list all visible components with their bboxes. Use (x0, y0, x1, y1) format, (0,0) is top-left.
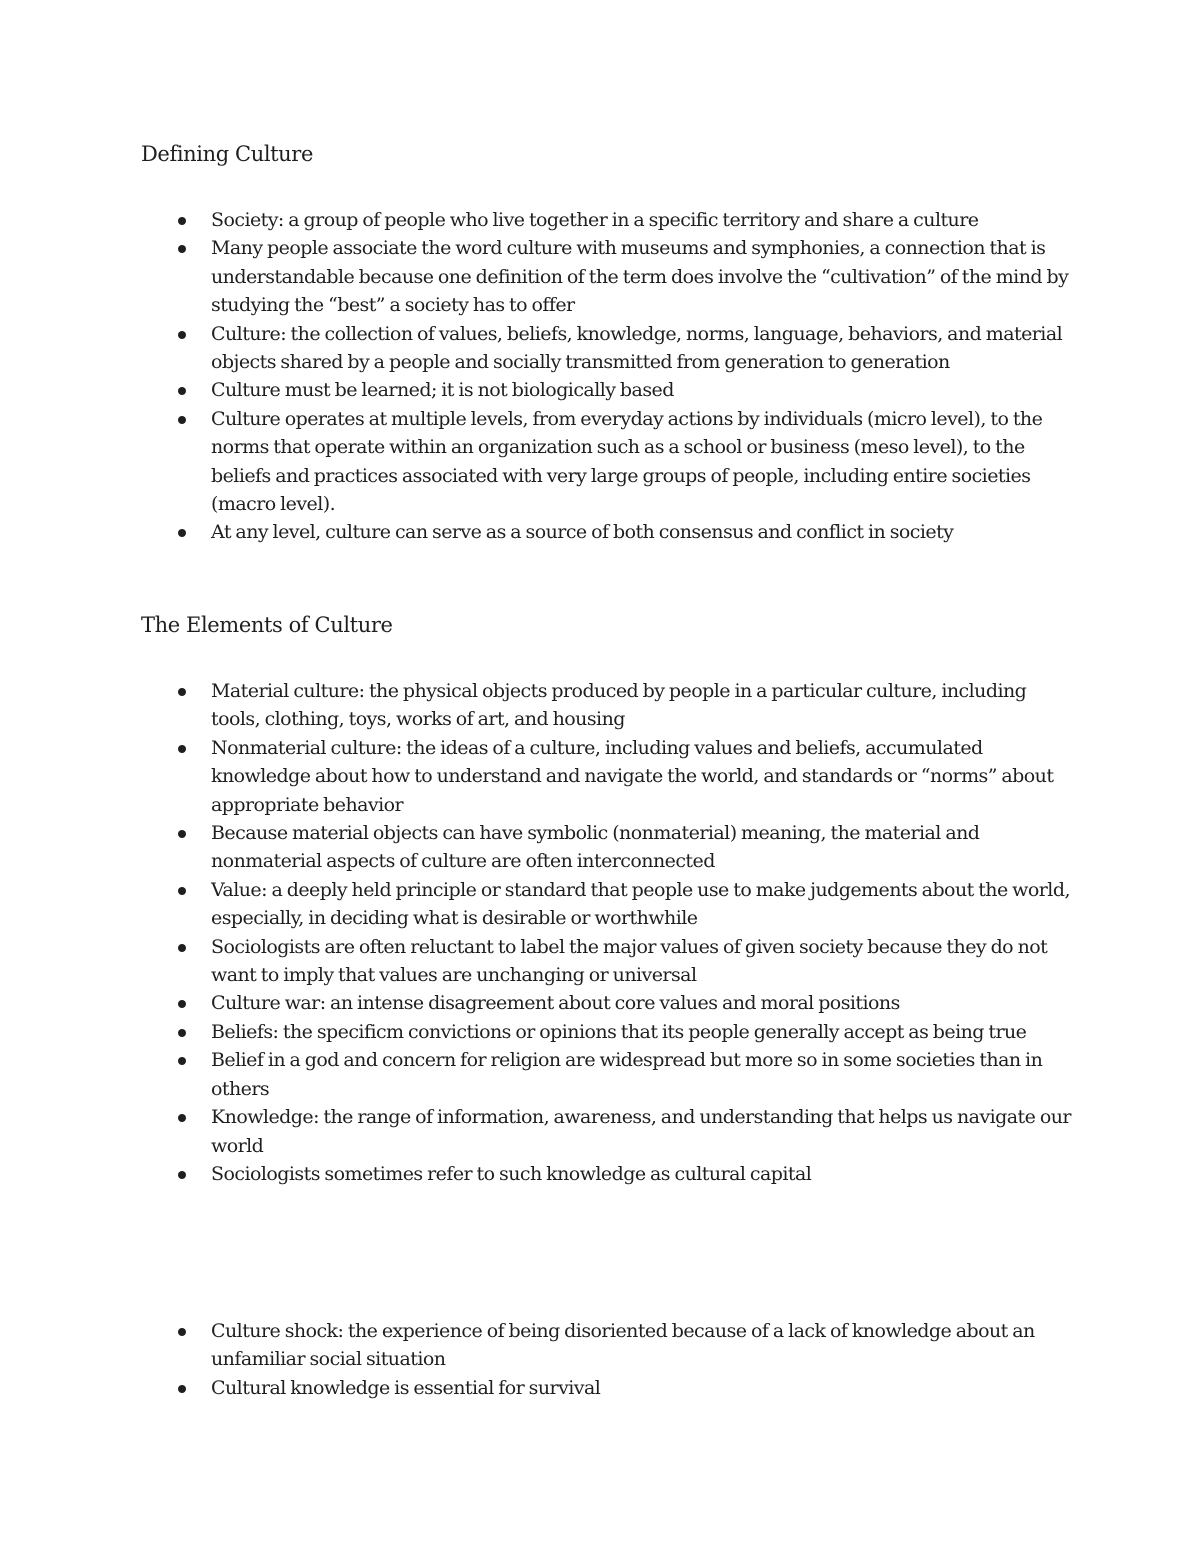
list-item (211, 1103, 1071, 1160)
list-item (211, 876, 1071, 933)
list-item-text: Beliefs: the specificm convictions or opinions that its people generally accept as being true (211, 1020, 1027, 1043)
bullet-icon (178, 331, 186, 339)
list-item (211, 989, 1071, 1017)
bullet-icon (178, 1029, 186, 1037)
section-heading-defining-culture: Defining Culture (141, 142, 313, 166)
list-item-text: At any level, culture can serve as a source of both consensus and conflict in society (211, 521, 954, 544)
list-item-text: Culture operates at multiple levels, from everyday actions by individuals (micro level), to the norms that operate within an organization such as a school or business (meso level), to the beliefs and practices associated with very large groups of people, including entire societies (macro level). (211, 407, 1043, 516)
list-item-text: Many people associate the word culture with museums and symphonies, a connection that is understandable because one definition of the term does involve the “cultivation” of the mind by studying the “best” a society has to offer (211, 237, 1069, 317)
bullet-icon (178, 830, 186, 838)
list-item (211, 1018, 1071, 1046)
list-item (211, 1374, 1071, 1402)
bullet-icon (178, 887, 186, 895)
bullet-icon (178, 245, 186, 253)
list-item (211, 819, 1071, 876)
section-heading-elements-of-culture: The Elements of Culture (141, 613, 393, 637)
bullet-list-elements-of-culture (211, 677, 1071, 1188)
list-item (211, 1317, 1071, 1374)
bullet-icon (178, 387, 186, 395)
list-item (211, 206, 1071, 234)
list-item-text: Belief in a god and concern for religion are widespread but more so in some societies than in others (211, 1049, 1043, 1100)
list-item-text: Nonmaterial culture: the ideas of a culture, including values and beliefs, accumulated knowledge about how to understand and navigate the world, and standards or “norms” about appropriate behavior (211, 736, 1054, 816)
list-item-text: Culture war: an intense disagreement about core values and moral positions (211, 992, 900, 1015)
list-item (211, 933, 1071, 990)
bullet-icon (178, 529, 186, 537)
list-item-text: Cultural knowledge is essential for survival (211, 1376, 601, 1399)
bullet-icon (178, 416, 186, 424)
list-item-text: Sociologists sometimes refer to such knowledge as cultural capital (211, 1162, 812, 1185)
list-item (211, 677, 1071, 734)
bullet-list-defining-culture (211, 206, 1071, 547)
list-item (211, 376, 1071, 404)
list-item-text: Culture: the collection of values, beliefs, knowledge, norms, language, behaviors, and material objects shared by a people and socially transmitted from generation to generation (211, 322, 1063, 374)
list-item (211, 1160, 1071, 1188)
list-item (211, 734, 1071, 819)
bullet-icon (178, 688, 186, 696)
list-item-text: Culture shock: the experience of being disoriented because of a lack of knowledge about an unfamiliar social situation (211, 1320, 1035, 1371)
bullet-icon (178, 1385, 186, 1393)
list-item-text: Culture must be learned; it is not biologically based (211, 379, 674, 402)
list-item (211, 234, 1071, 319)
list-item-text: Knowledge: the range of information, awareness, and understanding that helps us navigate our world (211, 1106, 1071, 1157)
bullet-icon (178, 1057, 186, 1065)
list-item (211, 518, 1071, 546)
list-item-text: Society: a group of people who live together in a specific territory and share a culture (211, 209, 979, 231)
bullet-list-elements-of-culture-continued (211, 1317, 1071, 1402)
bullet-icon (178, 1328, 186, 1336)
bullet-icon (178, 745, 186, 753)
list-item (211, 320, 1071, 377)
bullet-icon (178, 217, 186, 225)
bullet-icon (178, 944, 186, 952)
list-item (211, 405, 1071, 519)
list-item (211, 1046, 1071, 1103)
bullet-icon (178, 1000, 186, 1008)
bullet-icon (178, 1114, 186, 1122)
list-item-text: Because material objects can have symbolic (nonmaterial) meaning, the material and nonmaterial aspects of culture are often interconnected (211, 822, 980, 873)
list-item-text: Sociologists are often reluctant to label the major values of given society because they do not want to imply that values are unchanging or universal (211, 935, 1048, 987)
list-item-text: Material culture: the physical objects produced by people in a particular culture, including tools, clothing, toys, works of art, and housing (211, 680, 1027, 731)
bullet-icon (178, 1171, 186, 1179)
list-item-text: Value: a deeply held principle or standard that people use to make judgements about the world, especially, in deciding what is desirable or worthwhile (211, 878, 1070, 930)
